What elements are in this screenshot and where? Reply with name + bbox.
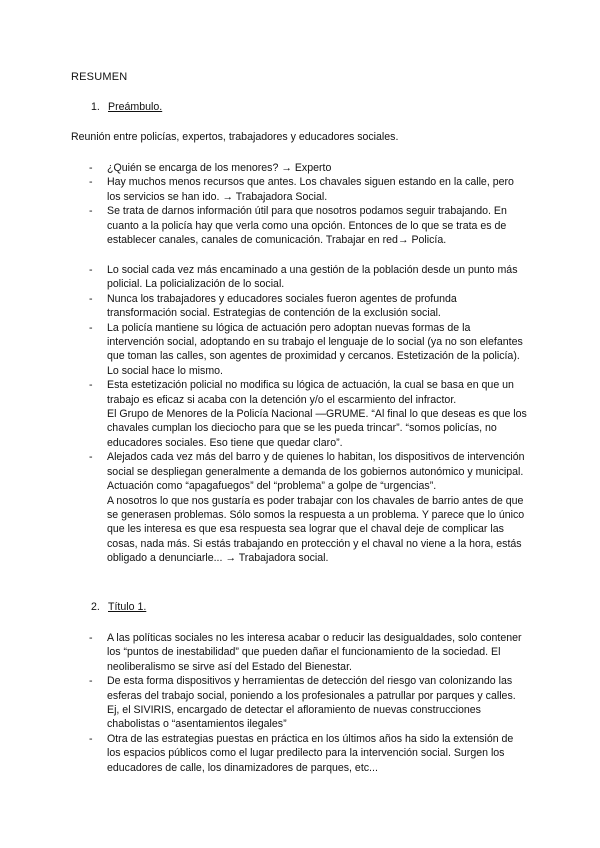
list-item-text: Se trata de darnos información útil para que nosotros podamos seguir trabajando. En cuanto a la policía hay que verla como una opción. Entonces de lo que se trata es de establecer canales, canales de comunicación. Trabajar en red→ Policía.: [107, 205, 507, 247]
list-item-text: ¿Quién se encarga de los menores? → Experto: [107, 162, 332, 174]
list-item: [89, 631, 529, 674]
section-title: Título 1.: [108, 601, 147, 613]
bullet-dash: -: [89, 264, 93, 276]
list-item: [89, 292, 529, 321]
list-item-text: El Grupo de Menores de la Policía Nacional —GRUME. “Al final lo que deseas es que los chavales cumplan los dieciocho para que se les pueda trincar”. “somos policías, no educadores sociales. Eso tiene que quedar claro”.: [107, 408, 527, 449]
list-item-text: Esta estetización policial no modifica su lógica de actuación, la cual se basa en que un trabajo es eficaz si acaba con la detención y/o el escarmiento del infractor.: [107, 379, 514, 406]
section-number: 1.: [91, 101, 100, 113]
bullet-list-3: [89, 631, 529, 775]
section-heading-titulo-1: [91, 601, 146, 613]
bullet-dash: -: [89, 632, 93, 644]
section-number: 2.: [91, 601, 100, 613]
list-item-text: A las políticas sociales no les interesa acabar o reducir las desigualdades, solo contener los “puntos de inestabilidad” que pueden dañar el funcionamiento de la sociedad. El neoliberalismo se sirve así del Estado del Bienestar.: [107, 632, 522, 673]
bullet-dash: -: [89, 451, 93, 464]
document-title: RESUMEN: [71, 71, 128, 83]
list-item: [89, 321, 529, 379]
list-item-text: A nosotros lo que nos gustaría es poder trabajar con los chavales de barrio antes de que se generasen problemas. Sólo somos la respuesta a un problema. Y parece que lo único que les interesa es que esa respuesta sea lograr que el chaval deje de complicar las cosas, nada más. Si estás trabajando en protección y el chaval no viene a la hora, estás obligado a denunciarle... → Trabajadora social.: [107, 494, 525, 565]
list-item: [89, 263, 529, 292]
list-item-text: Alejados cada vez más del barro y de quienes lo habitan, los dispositivos de intervención social se despliegan generalmente a demanda de los gobiernos autonómico y municipal. Actuación como “apagafuegos” del “problema” a golpe de “urgencias”.: [107, 451, 525, 493]
list-item: [89, 378, 529, 450]
list-item-text: Nunca los trabajadores y educadores sociales fueron agentes de profunda transformación social. Estrategias de contención de la exclusión social.: [107, 292, 457, 320]
section-heading-preambulo: [91, 101, 162, 113]
bullet-dash: -: [89, 292, 93, 305]
list-item-text: Otra de las estrategias puestas en práctica en los últimos años ha sido la extensión de los espacios públicos como el lugar predilecto para la intervención social. Surgen los educadores de calle, los dinamizadores de parques, etc...: [107, 732, 514, 774]
bullet-list-1: [89, 161, 529, 247]
list-item: [89, 204, 529, 247]
list-item-text: Lo social cada vez más encaminado a una gestión de la población desde un punto más policial. La policialización de lo social.: [107, 264, 518, 291]
list-item: [89, 161, 529, 175]
bullet-dash: -: [89, 162, 93, 174]
list-item: [89, 450, 529, 565]
intro-paragraph: Reunión entre policías, expertos, trabajadores y educadores sociales.: [71, 131, 399, 143]
list-item-text: Hay muchos menos recursos que antes. Los chavales siguen estando en la calle, pero los servicios se han ido. → Trabajadora Social.: [107, 176, 514, 203]
bullet-dash: -: [89, 176, 93, 189]
section-title: Preámbulo.: [108, 101, 163, 113]
bullet-dash: -: [89, 675, 93, 688]
list-item: [89, 732, 529, 775]
list-item-text: La policía mantiene su lógica de actuación pero adoptan nuevas formas de la intervención social, adoptando en su trabajo el lenguaje de lo social (ya no son elefantes que toman las calles, son agentes de proximidad y cercanos. Estetización de la policía). Lo social hace lo mismo.: [107, 321, 523, 377]
bullet-dash: -: [89, 321, 93, 334]
bullet-list-2: [89, 263, 529, 566]
bullet-dash: -: [89, 732, 93, 745]
list-item: [89, 674, 529, 732]
bullet-dash: -: [89, 205, 93, 218]
list-item-text: De esta forma dispositivos y herramientas de detección del riesgo van colonizando las esferas del trabajo social, poniendo a los profesionales a patrullar por parques y calles. Ej, el SIVIRIS, encargado de detectar el afloramiento de nuevas construcciones chabolistas o “asentamientos ilegales”: [107, 675, 516, 731]
bullet-dash: -: [89, 379, 93, 392]
list-item: [89, 175, 529, 204]
